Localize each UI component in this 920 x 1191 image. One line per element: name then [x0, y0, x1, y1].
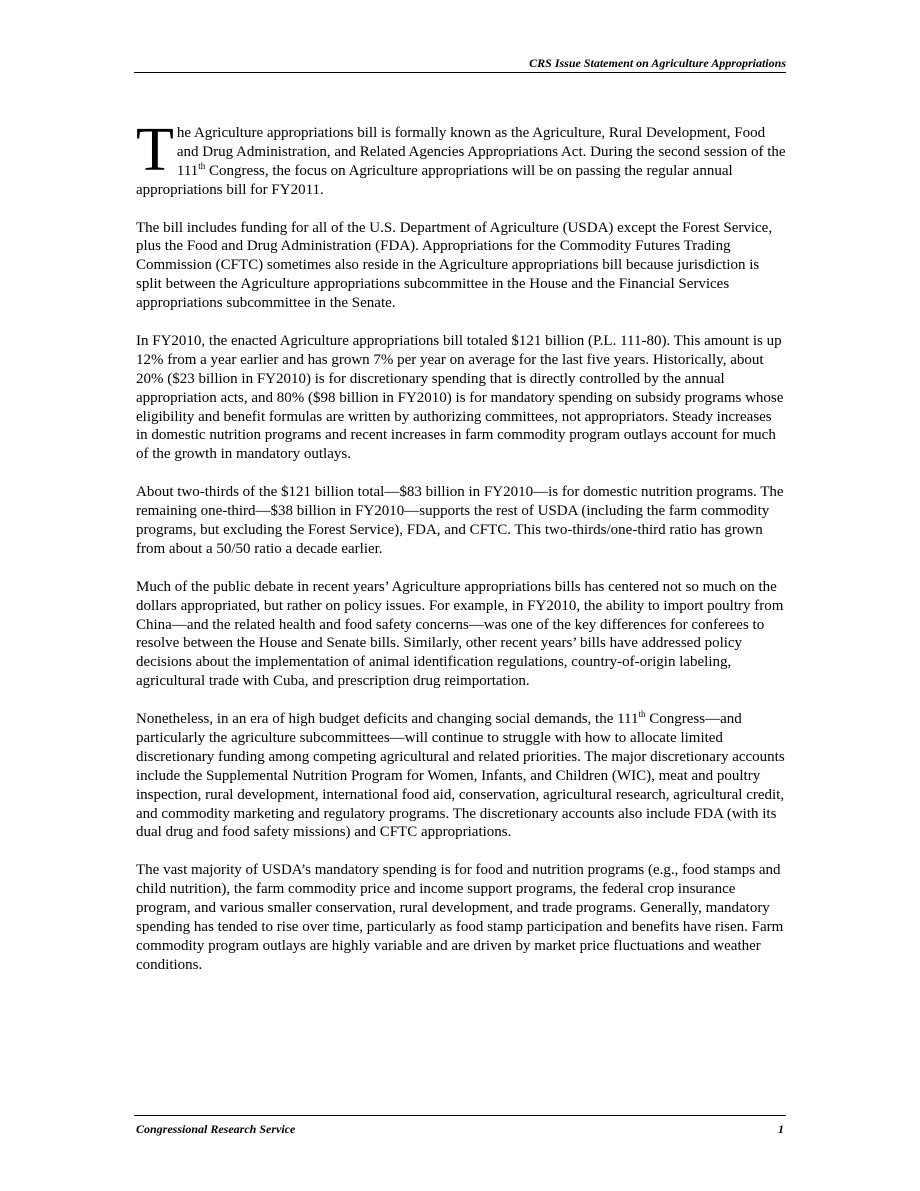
running-header: CRS Issue Statement on Agriculture Appropriations [529, 56, 786, 70]
footer-divider [134, 1115, 786, 1116]
header-divider [134, 72, 786, 73]
paragraph-two-thirds: About two-thirds of the $121 billion total—$83 billion in FY2010—is for domestic nutrition programs. The remaining one-third—$38 billion in FY2010—supports the rest of USDA (including the farm commodity programs, but excluding the Forest Service), FDA, and CFTC. This two-thirds/one-third ratio has grown from about a 50/50 ratio a decade earlier. [136, 484, 784, 557]
paragraph-policy-debate: Much of the public debate in recent years’ Agriculture appropriations bills has centered not so much on the dollars appropriated, but rather on policy issues. For example, in FY2010, the ability to import poultry from China—and the related health and food safety concerns—was one of the key differences for conferees to resolve between the House and Senate bills. Similarly, other recent years’ bills have addressed policy decisions about the implementation of animal identification regulations, country-of-origin labeling, agricultural trade with Cuba, and prescription drug reimportation. [136, 578, 784, 690]
paragraph-intro-text-a: he Agriculture appropriations bill is formally known as the Agriculture, Rural Development, Food and Drug Administration, and Related Agencies Appropriations Act. During the second session of the 111 [176, 125, 786, 179]
ordinal-suffix: th [198, 160, 206, 171]
paragraph-fy2010-totals: In FY2010, the enacted Agriculture appropriations bill totaled $121 billion (P.L. 111-80). This amount is up 12% from a year earlier and has grown 7% per year on average for the last five years. Historically, about 20% ($23 billion in FY2010) is for discretionary spending that is directly controlled by the annual appropriation acts, and 80% ($98 billion in FY2010) is for mandatory spending on subsidy programs whose eligibility and benefit formulas are written by authorizing committees, not appropriators. Steady increases in domestic nutrition programs and recent increases in farm commodity program outlays account for much of the growth in mandatory outlays. [136, 332, 784, 463]
paragraph-intro [136, 116, 786, 200]
paragraph-discretionary-text-a: Nonetheless, in an era of high budget deficits and changing social demands, the 111 [136, 711, 639, 728]
ordinal-suffix: th [638, 709, 646, 720]
drop-cap: T [136, 116, 174, 184]
paragraph-discretionary-text-b: Congress—and particularly the agriculture subcommittees—will continue to struggle with how to allocate limited discretionary funding among competing agricultural and related priorities. The major discretionary accounts include the Supplemental Nutrition Program for Women, Infants, and Children (WIC), meat and poultry inspection, rural development, international food aid, conservation, agricultural research, agricultural credit, and commodity marketing and regulatory programs. The discretionary accounts also include FDA (with its dual drug and food safety missions) and CFTC appropriations. [136, 711, 785, 841]
paragraph-funding-scope: The bill includes funding for all of the U.S. Department of Agriculture (USDA) except the Forest Service, plus the Food and Drug Administration (FDA). Appropriations for the Commodity Futures Trading Commission (CFTC) sometimes also reside in the Agriculture appropriations bill because jurisdiction is split between the Agriculture appropriations subcommittee in the House and the Financial Services appropriations subcommittee in the Senate. [136, 219, 773, 312]
document-body [136, 116, 786, 994]
paragraph-mandatory: The vast majority of USDA’s mandatory spending is for food and nutrition programs (e.g., food stamps and child nutrition), the farm commodity price and income support programs, the federal crop insurance program, and various smaller conservation, rural development, and trade programs. Generally, mandatory spending has tended to rise over time, particularly as food stamp participation and benefits have risen. Farm commodity program outlays are highly variable and are driven by market price fluctuations and weather conditions. [136, 862, 784, 973]
page-number: 1 [778, 1122, 784, 1136]
paragraph-intro-text-b: Congress, the focus on Agriculture appropriations will be on passing the regular annual appropriations bill for FY2011. [136, 162, 733, 198]
footer-organization: Congressional Research Service [136, 1122, 296, 1136]
paragraph-discretionary [136, 710, 786, 842]
